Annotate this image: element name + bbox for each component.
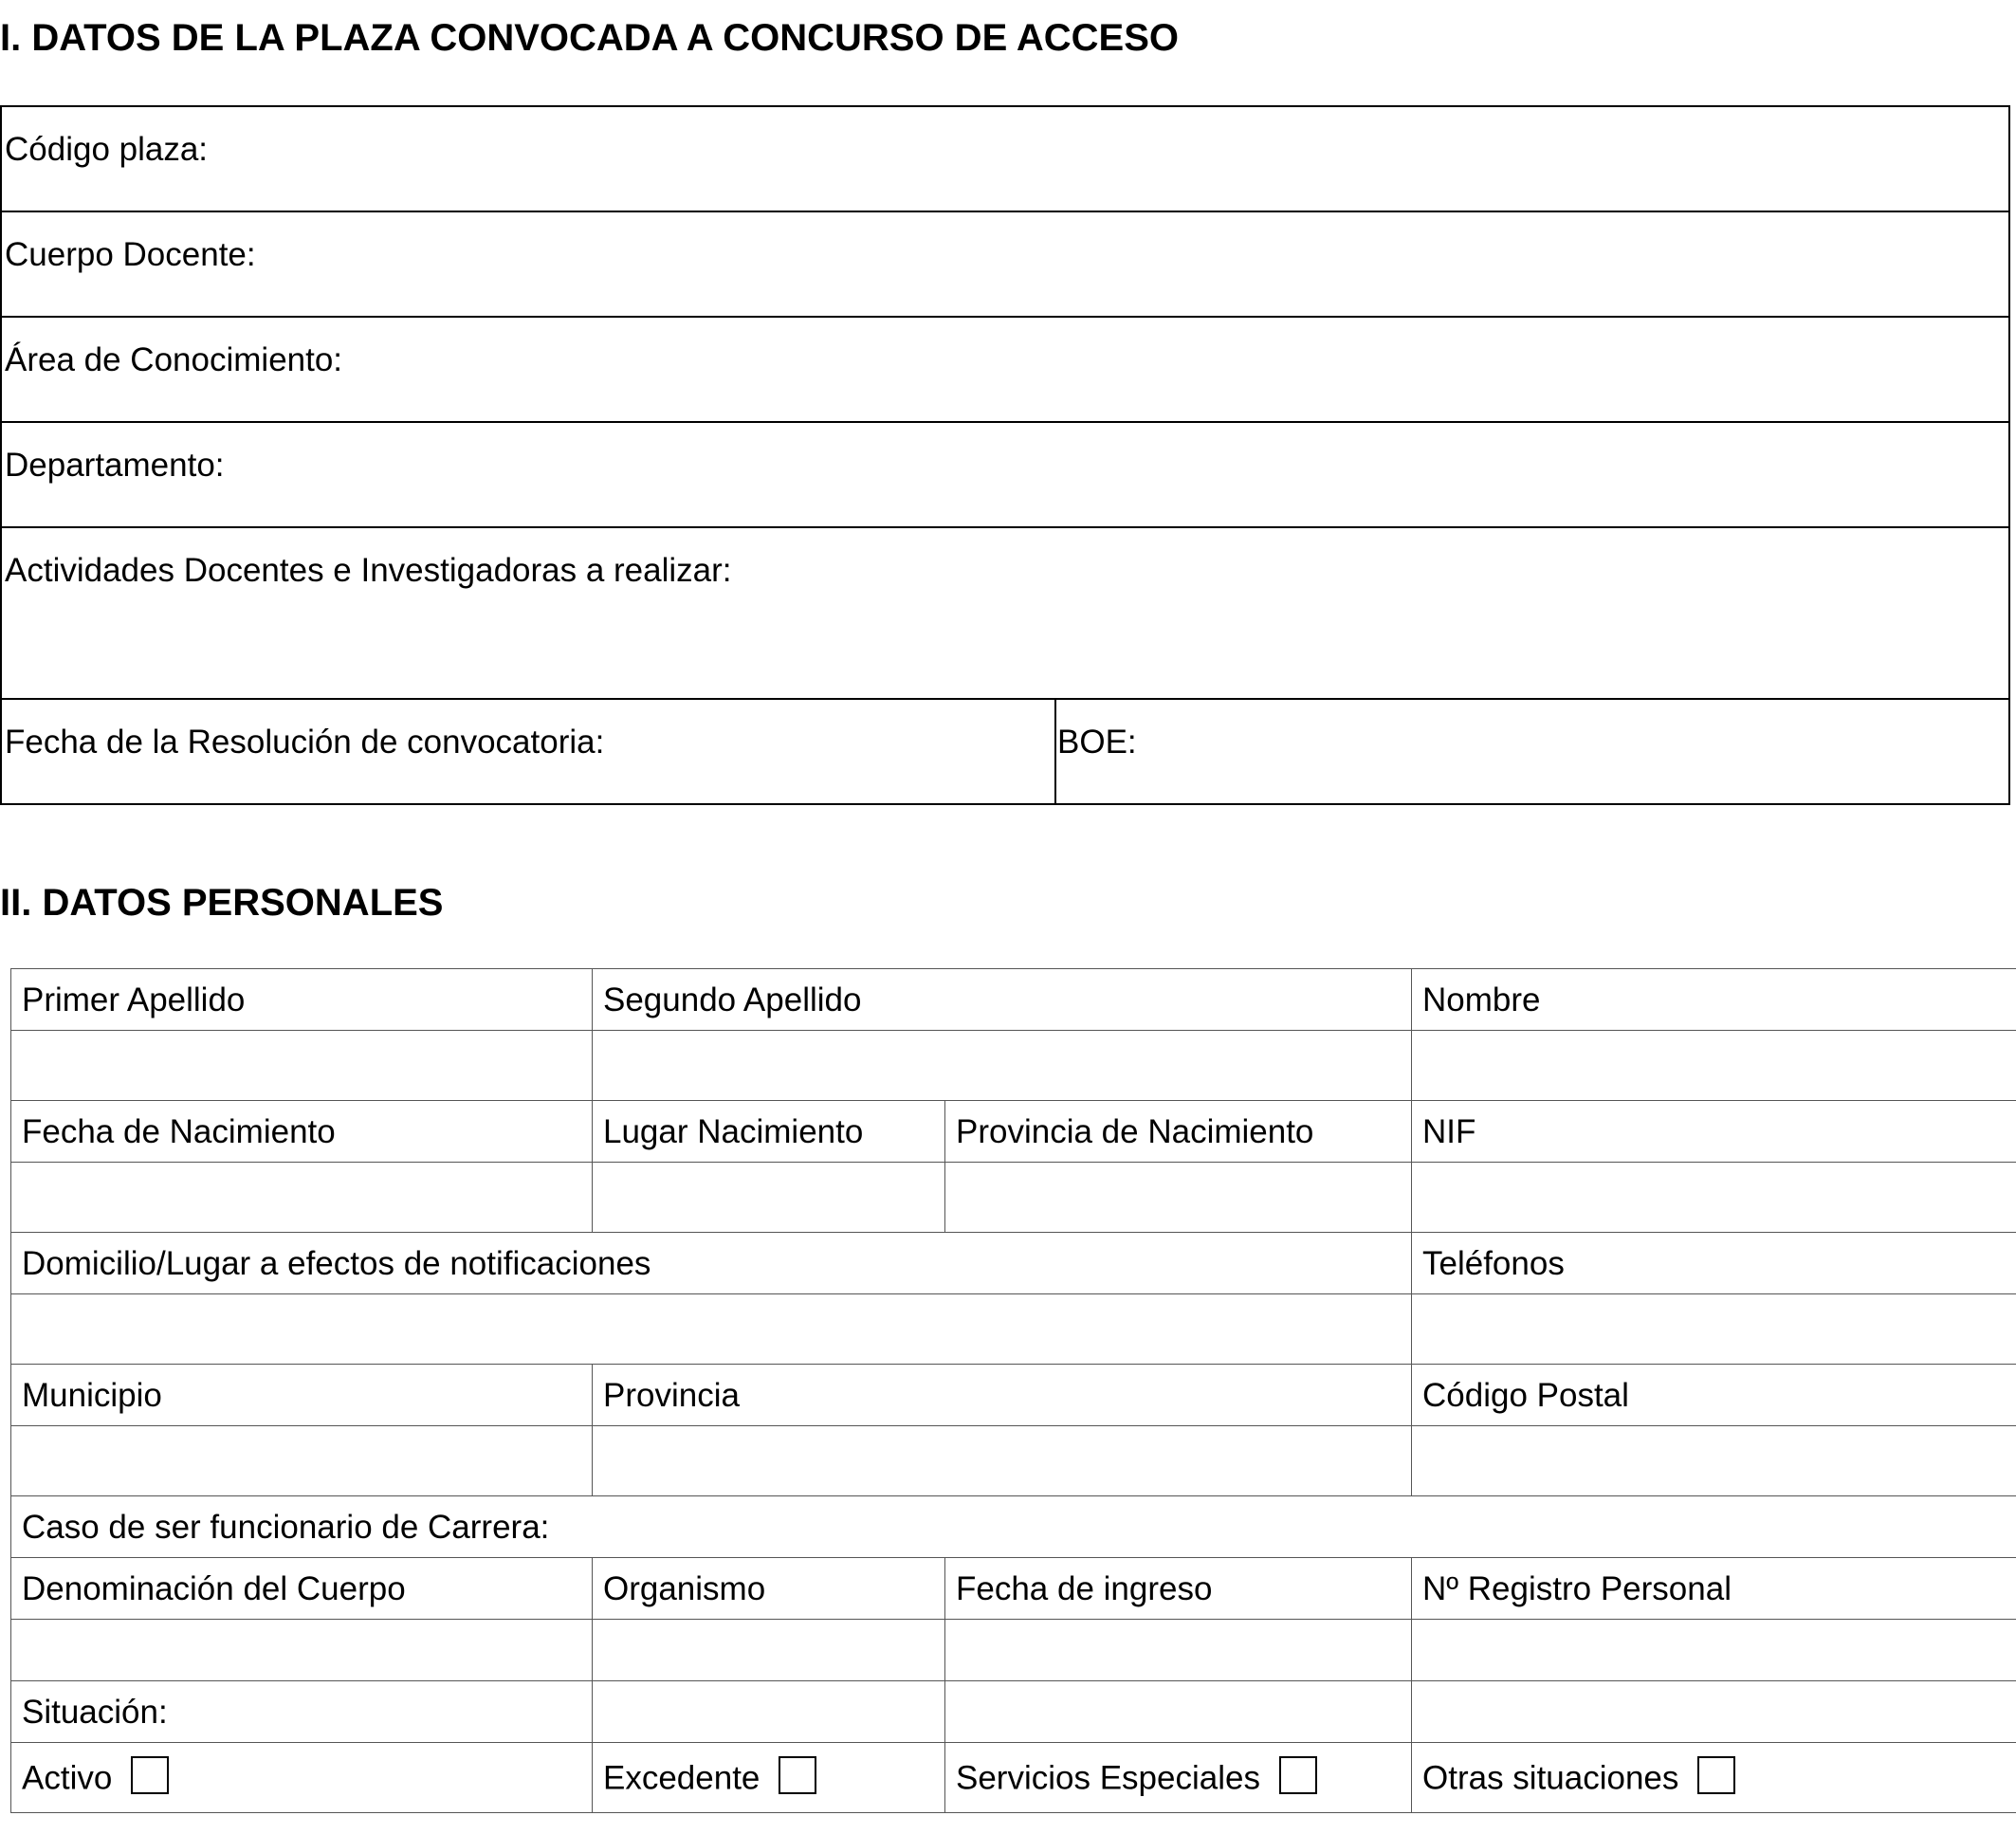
codigo-postal-input[interactable]: [1412, 1426, 2016, 1496]
fecha-ingreso-label: Fecha de ingreso: [945, 1558, 1412, 1620]
nif-label: NIF: [1412, 1101, 2016, 1163]
activo-checkbox[interactable]: [131, 1756, 169, 1794]
empty-cell: [1412, 1681, 2016, 1743]
area-conocimiento-label: Área de Conocimiento:: [5, 341, 343, 378]
segundo-apellido-input[interactable]: [593, 1031, 1412, 1101]
excedente-option[interactable]: [593, 1743, 945, 1813]
excedente-label: Excedente: [603, 1759, 761, 1796]
codigo-plaza-label: Código plaza:: [5, 131, 209, 168]
denominacion-cuerpo-input[interactable]: [11, 1620, 593, 1681]
section-1-title: I. DATOS DE LA PLAZA CONVOCADA A CONCURSO DE ACCESO: [0, 17, 1180, 59]
municipio-input[interactable]: [11, 1426, 593, 1496]
excedente-checkbox[interactable]: [779, 1756, 816, 1794]
personal-data-table: [10, 968, 2016, 1813]
actividades-label: Actividades Docentes e Investigadoras a realizar:: [5, 552, 732, 589]
servicios-especiales-option[interactable]: [945, 1743, 1412, 1813]
nif-input[interactable]: [1412, 1163, 2016, 1233]
caso-funcionario-label: Caso de ser funcionario de Carrera:: [11, 1496, 2016, 1558]
empty-cell: [945, 1681, 1412, 1743]
servicios-especiales-checkbox[interactable]: [1279, 1756, 1317, 1794]
organismo-input[interactable]: [593, 1620, 945, 1681]
cuerpo-docente-field[interactable]: [1, 211, 2009, 317]
otras-situaciones-label: Otras situaciones: [1422, 1759, 1679, 1796]
area-conocimiento-field[interactable]: [1, 317, 2009, 422]
fecha-nacimiento-label: Fecha de Nacimiento: [11, 1101, 593, 1163]
empty-cell: [593, 1681, 945, 1743]
registro-personal-input[interactable]: [1412, 1620, 2016, 1681]
departamento-field[interactable]: [1, 422, 2009, 527]
nombre-input[interactable]: [1412, 1031, 2016, 1101]
fecha-resolucion-field[interactable]: [1, 699, 1055, 804]
organismo-label: Organismo: [593, 1558, 945, 1620]
domicilio-input[interactable]: [11, 1294, 1412, 1365]
primer-apellido-label: Primer Apellido: [11, 969, 593, 1031]
municipio-label: Municipio: [11, 1365, 593, 1426]
actividades-field[interactable]: [1, 527, 2009, 699]
servicios-especiales-label: Servicios Especiales: [956, 1759, 1260, 1796]
activo-option[interactable]: [11, 1743, 593, 1813]
boe-label: BOE:: [1057, 724, 1137, 761]
primer-apellido-input[interactable]: [11, 1031, 593, 1101]
telefonos-label: Teléfonos: [1412, 1233, 2016, 1294]
provincia-nacimiento-input[interactable]: [945, 1163, 1412, 1233]
boe-field[interactable]: [1055, 699, 2009, 804]
nombre-label: Nombre: [1412, 969, 2016, 1031]
codigo-plaza-field[interactable]: [1, 106, 2009, 211]
denominacion-cuerpo-label: Denominación del Cuerpo: [11, 1558, 593, 1620]
lugar-nacimiento-input[interactable]: [593, 1163, 945, 1233]
cuerpo-docente-label: Cuerpo Docente:: [5, 236, 256, 273]
provincia-label: Provincia: [593, 1365, 1412, 1426]
otras-situaciones-checkbox[interactable]: [1697, 1756, 1735, 1794]
provincia-nacimiento-label: Provincia de Nacimiento: [945, 1101, 1412, 1163]
section-2-title: II. DATOS PERSONALES: [0, 882, 444, 924]
fecha-resolucion-label: Fecha de la Resolución de convocatoria:: [5, 724, 605, 761]
otras-situaciones-option[interactable]: [1412, 1743, 2016, 1813]
registro-personal-label: Nº Registro Personal: [1412, 1558, 2016, 1620]
fecha-nacimiento-input[interactable]: [11, 1163, 593, 1233]
plaza-data-table: [0, 105, 2010, 805]
telefonos-input[interactable]: [1412, 1294, 2016, 1365]
activo-label: Activo: [22, 1759, 113, 1796]
situacion-label: Situación:: [11, 1681, 593, 1743]
fecha-ingreso-input[interactable]: [945, 1620, 1412, 1681]
codigo-postal-label: Código Postal: [1412, 1365, 2016, 1426]
domicilio-label: Domicilio/Lugar a efectos de notificaciones: [11, 1233, 1412, 1294]
provincia-input[interactable]: [593, 1426, 1412, 1496]
segundo-apellido-label: Segundo Apellido: [593, 969, 1412, 1031]
departamento-label: Departamento:: [5, 447, 225, 484]
lugar-nacimiento-label: Lugar Nacimiento: [593, 1101, 945, 1163]
